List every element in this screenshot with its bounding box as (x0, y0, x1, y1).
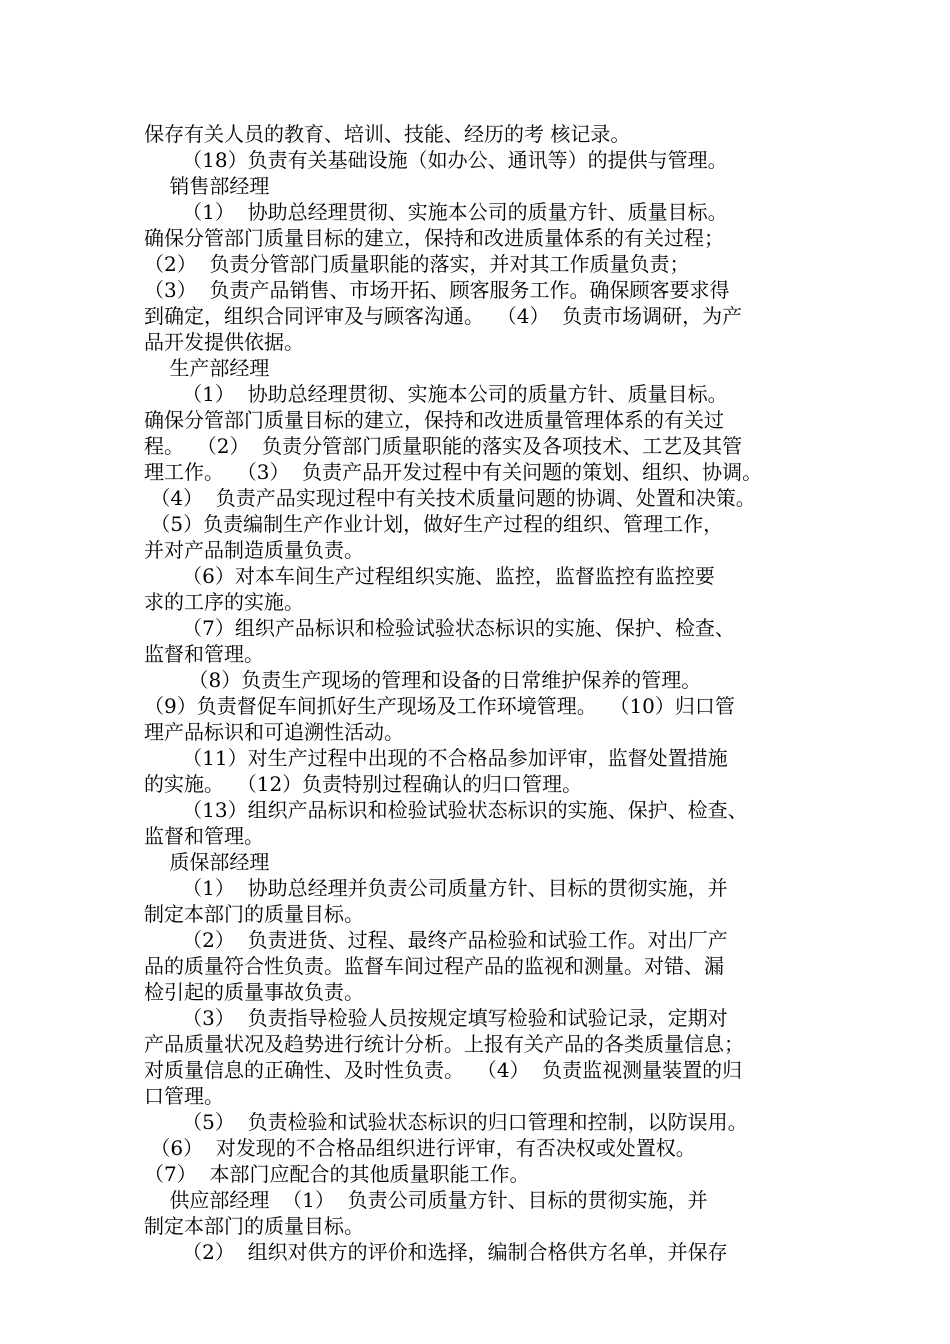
text-line: 监督和管理。 (144, 824, 264, 848)
text-line: 的实施。 （12）负责特别过程确认的归口管理。 (144, 772, 583, 796)
text-line: （1） 协助总经理并负责公司质量方针、目标的贯彻实施，并 (144, 876, 728, 900)
text-line: （8）负责生产现场的管理和设备的日常维护保养的管理。 (144, 668, 702, 692)
text-line: 品开发提供依据。 (144, 330, 304, 354)
text-line: （1） 协助总经理贯彻、实施本公司的质量方针、质量目标。 (144, 382, 728, 406)
text-line: （2） 负责进货、过程、最终产品检验和试验工作。对出厂产 (144, 928, 728, 952)
text-line: 制定本部门的质量目标。 (144, 902, 364, 926)
text-line: 确保分管部门质量目标的建立，保持和改进质量管理体系的有关过 (144, 408, 724, 432)
text-line: （7） 本部门应配合的其他质量职能工作。 (144, 1162, 530, 1186)
text-line: 确保分管部门质量目标的建立，保持和改进质量体系的有关过程； (144, 226, 724, 250)
text-line: （2） 负责分管部门质量职能的落实，并对其工作质量负责； (144, 252, 690, 276)
text-line: （3） 负责指导检验人员按规定填写检验和试验记录，定期对 (144, 1006, 728, 1030)
text-line: 到确定，组织合同评审及与顾客沟通。 （4） 负责市场调研，为产 (144, 304, 743, 328)
text-line: 口管理。 (144, 1084, 224, 1108)
text-line: （18）负责有关基础设施（如办公、通讯等）的提供与管理。 (144, 148, 728, 172)
text-line: （1） 协助总经理贯彻、实施本公司的质量方针、质量目标。 (144, 200, 728, 224)
text-line: 程。 （2） 负责分管部门质量职能的落实及各项技术、工艺及其管 (144, 434, 743, 458)
text-line: 理工作。 （3） 负责产品开发过程中有关问题的策划、组织、协调。 (144, 460, 763, 484)
text-line: 品的质量符合性负责。监督车间过程产品的监视和测量。对错、漏 (144, 954, 724, 978)
text-line: （5）负责编制生产作业计划，做好生产过程的组织、管理工作， (144, 512, 724, 536)
text-line: （6） 对发现的不合格品组织进行评审，有否决权或处置权。 (144, 1136, 696, 1160)
text-line: （7）组织产品标识和检验试验状态标识的实施、保护、检查、 (144, 616, 735, 640)
section-heading: 生产部经理 (144, 356, 270, 380)
text-line: （2） 组织对供方的评价和选择，编制合格供方名单，并保存 (144, 1240, 728, 1264)
text-line: 监督和管理。 (144, 642, 264, 666)
text-line: （5） 负责检验和试验状态标识的归口管理和控制，以防误用。 (144, 1110, 748, 1134)
section-heading: 供应部经理 （1） 负责公司质量方针、目标的贯彻实施，并 (144, 1188, 708, 1212)
text-line: 理产品标识和可追溯性活动。 (144, 720, 404, 744)
text-line: 制定本部门的质量目标。 (144, 1214, 364, 1238)
section-heading: 质保部经理 (144, 850, 270, 874)
text-line: （13）组织产品标识和检验试验状态标识的实施、保护、检查、 (144, 798, 748, 822)
text-line: 保存有关人员的教育、培训、技能、经历的考 核记录。 (144, 122, 631, 146)
text-line: 求的工序的实施。 (144, 590, 304, 614)
text-line: 检引起的质量事故负责。 (144, 980, 364, 1004)
text-line: （9）负责督促车间抓好生产现场及工作环境管理。 （10）归口管 (144, 694, 735, 718)
text-line: （4） 负责产品实现过程中有关技术质量问题的协调、处置和决策。 (144, 486, 756, 510)
text-line: 对质量信息的正确性、及时性负责。 （4） 负责监视测量装置的归 (144, 1058, 743, 1082)
text-line: 并对产品制造质量负责。 (144, 538, 364, 562)
text-line: （3） 负责产品销售、市场开拓、顾客服务工作。确保顾客要求得 (144, 278, 730, 302)
text-line: 产品质量状况及趋势进行统计分析。上报有关产品的各类质量信息； (144, 1032, 744, 1056)
text-line: （6）对本车间生产过程组织实施、监控，监督监控有监控要 (144, 564, 715, 588)
text-line: （11）对生产过程中出现的不合格品参加评审，监督处置措施 (144, 746, 728, 770)
section-heading: 销售部经理 (144, 174, 270, 198)
